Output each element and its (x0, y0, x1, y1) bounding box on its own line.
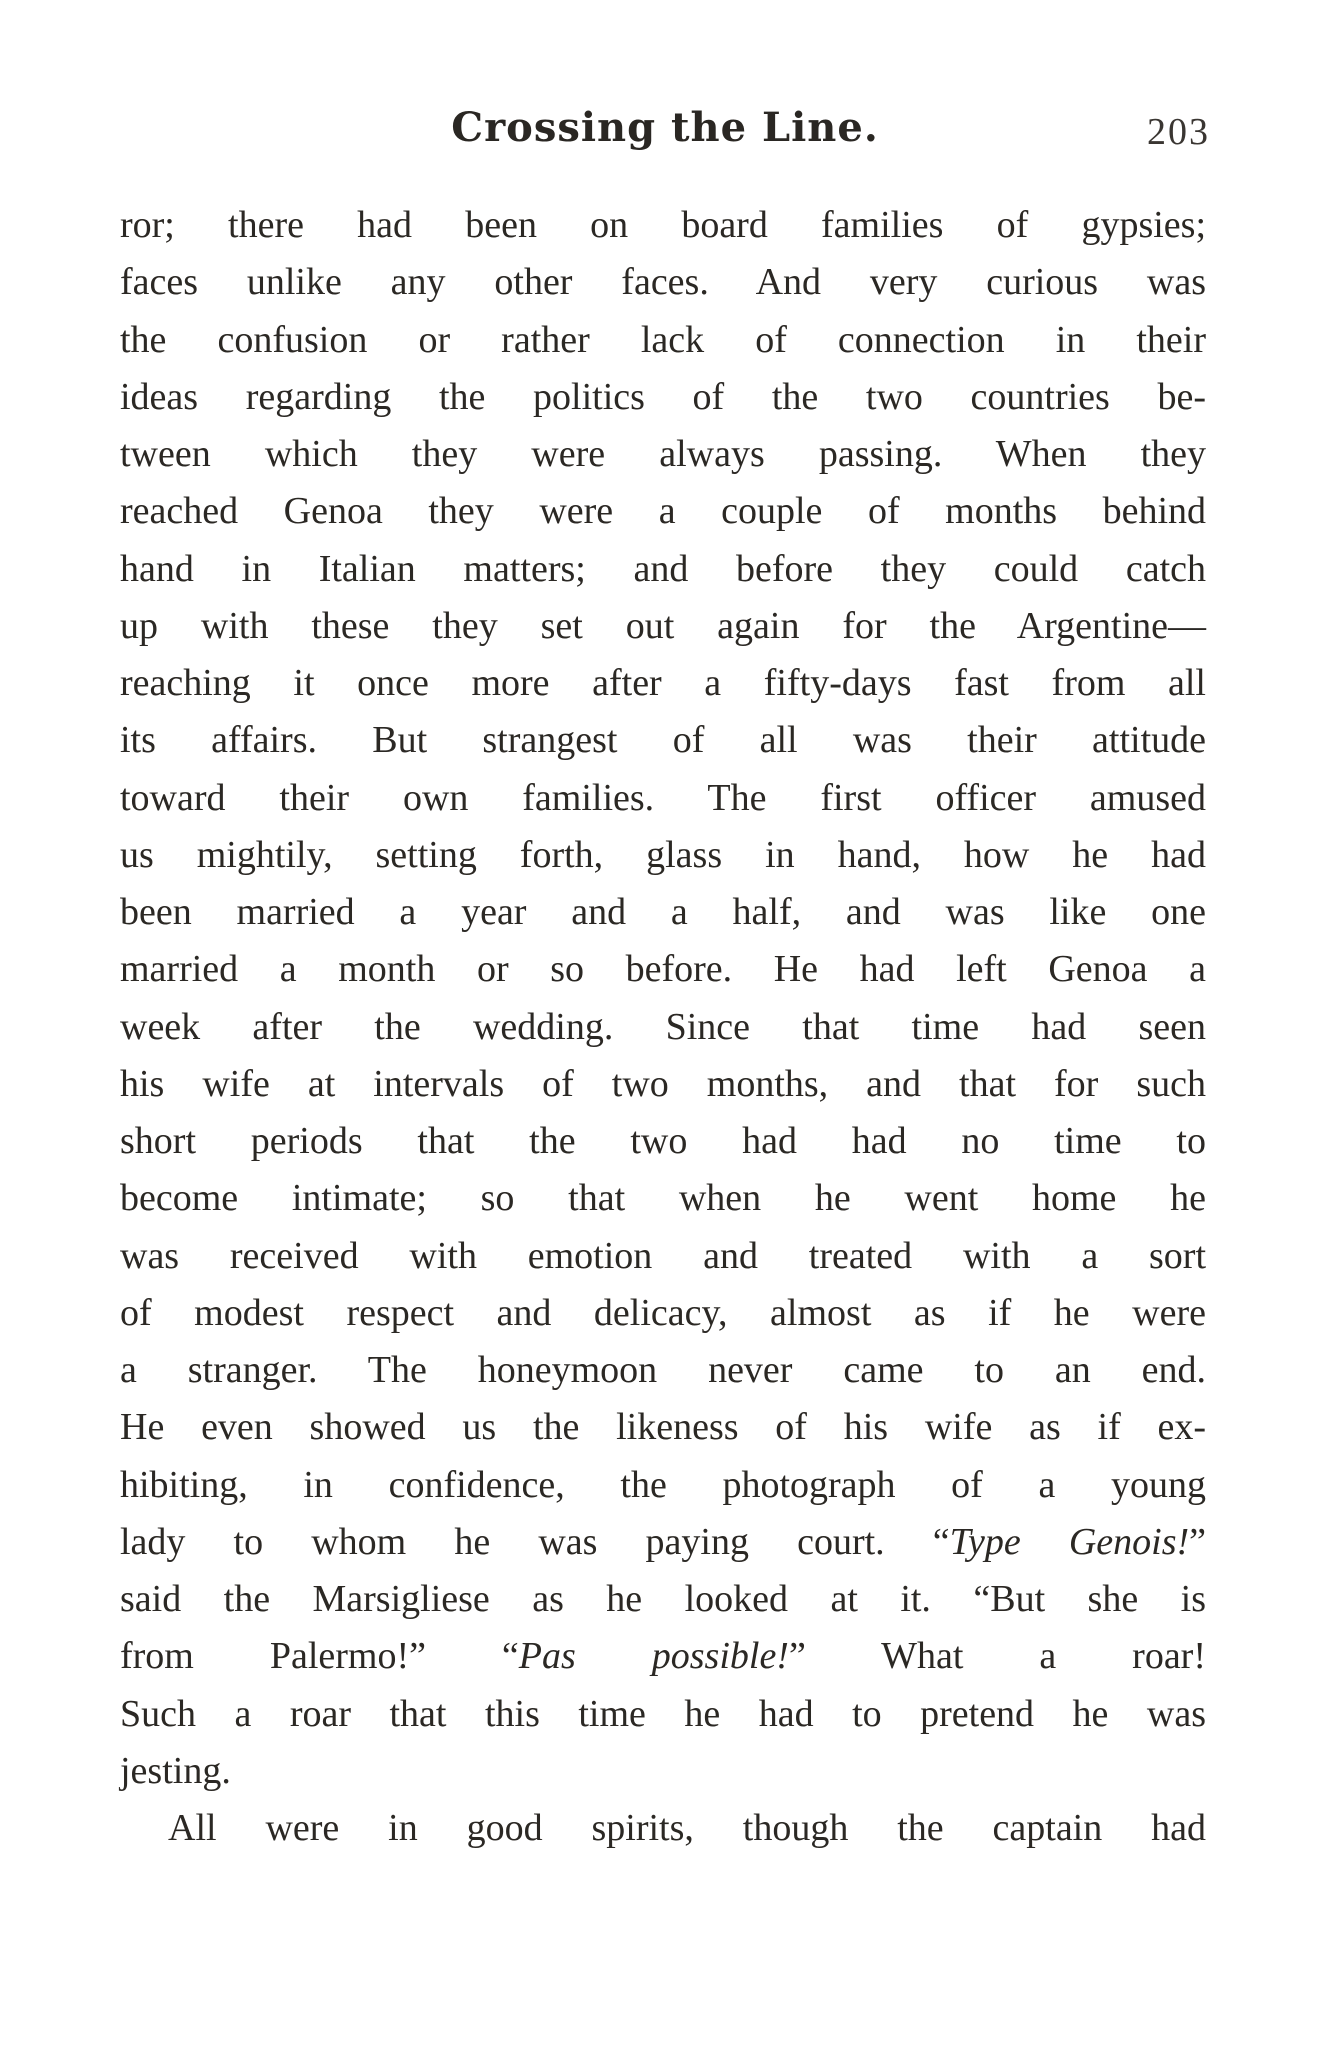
text-line: his wife at intervals of two months, and that for such (120, 1062, 1206, 1105)
text-line: week after the wedding. Since that time had seen (120, 1005, 1206, 1048)
text-line: of modest respect and delicacy, almost as if he were (120, 1291, 1206, 1334)
text-line: us mightily, setting forth, glass in hand, how he had (120, 833, 1206, 876)
body-text (120, 197, 1206, 1857)
text-line: reaching it once more after a fifty-days fast from all (120, 662, 1206, 704)
text-run: from Palermo!” “ (120, 1635, 519, 1678)
text-line: All were in good spirits, though the captain had (168, 1807, 1206, 1849)
text-line: toward their own families. The first officer amused (120, 776, 1206, 819)
paragraph (120, 197, 1206, 1800)
text-line (120, 1628, 1206, 1685)
text-line: the confusion or rather lack of connection in their (120, 318, 1206, 361)
page-number: 203 (1147, 111, 1210, 153)
running-title: Crossing the Line. (451, 104, 879, 151)
italic-phrase: Pas possible! (518, 1635, 789, 1678)
running-head (120, 100, 1210, 160)
text-line: short periods that the two had had no time to (120, 1120, 1206, 1162)
text-line: Such a roar that this time he had to pretend he was (120, 1692, 1206, 1735)
text-line: ror; there had been on board families of gypsies; (120, 204, 1206, 246)
text-line: was received with emotion and treated with a sort (120, 1234, 1206, 1277)
text-run: lady to whom he was paying court. “ (120, 1520, 950, 1563)
text-line: tween which they were always passing. When they (120, 433, 1206, 475)
text-line: hand in Italian matters; and before they could catch (120, 547, 1206, 590)
text-line: ideas regarding the politics of the two countries be- (120, 375, 1206, 418)
text-line: jesting. (120, 1749, 231, 1792)
text-line: up with these they set out again for the Argentine— (120, 604, 1206, 647)
text-line: become intimate; so that when he went home he (120, 1177, 1206, 1220)
text-line: reached Genoa they were a couple of months behind (120, 490, 1206, 533)
text-line: a stranger. The honeymoon never came to an end. (120, 1349, 1206, 1391)
text-run: ” (1189, 1520, 1207, 1563)
text-line: said the Marsigliese as he looked at it. “But she is (120, 1578, 1206, 1620)
text-line: its affairs. But strangest of all was their attitude (120, 719, 1206, 762)
text-line: faces unlike any other faces. And very curious was (120, 261, 1206, 304)
paragraph (120, 1800, 1206, 1857)
text-line: been married a year and a half, and was like one (120, 891, 1206, 933)
text-line: married a month or so before. He had left Genoa a (120, 948, 1206, 991)
text-line: He even showed us the likeness of his wife as if ex- (120, 1406, 1206, 1449)
italic-phrase: Type Genois! (949, 1520, 1190, 1563)
text-run: ” What a roar! (788, 1635, 1206, 1678)
text-line: hibiting, in confidence, the photograph of a young (120, 1463, 1206, 1506)
text-line (120, 1514, 1206, 1571)
